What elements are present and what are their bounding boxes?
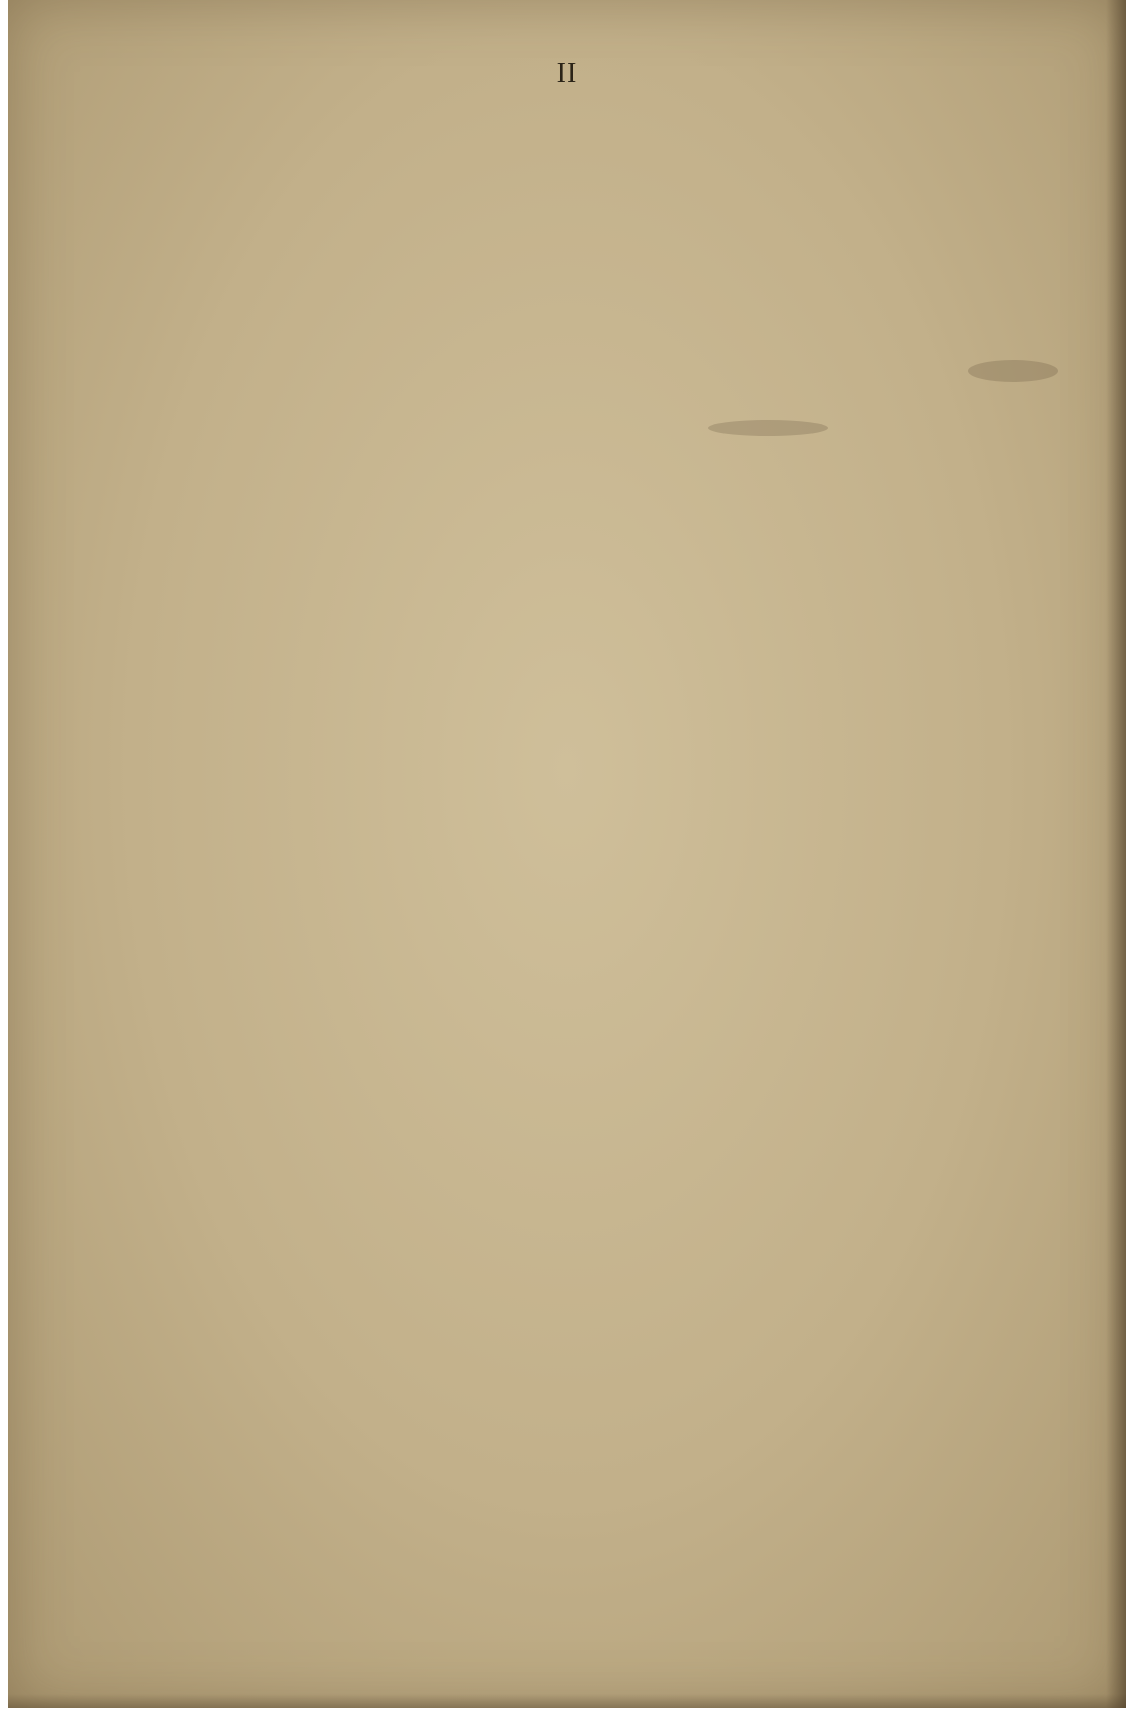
- page-number: II: [556, 58, 578, 89]
- ink-smudge: [968, 360, 1058, 382]
- ink-smudge: [708, 420, 828, 436]
- page-edge-shadow: [1106, 0, 1126, 1708]
- scanned-page: [8, 0, 1126, 1708]
- page-edge-shadow: [8, 1694, 1126, 1708]
